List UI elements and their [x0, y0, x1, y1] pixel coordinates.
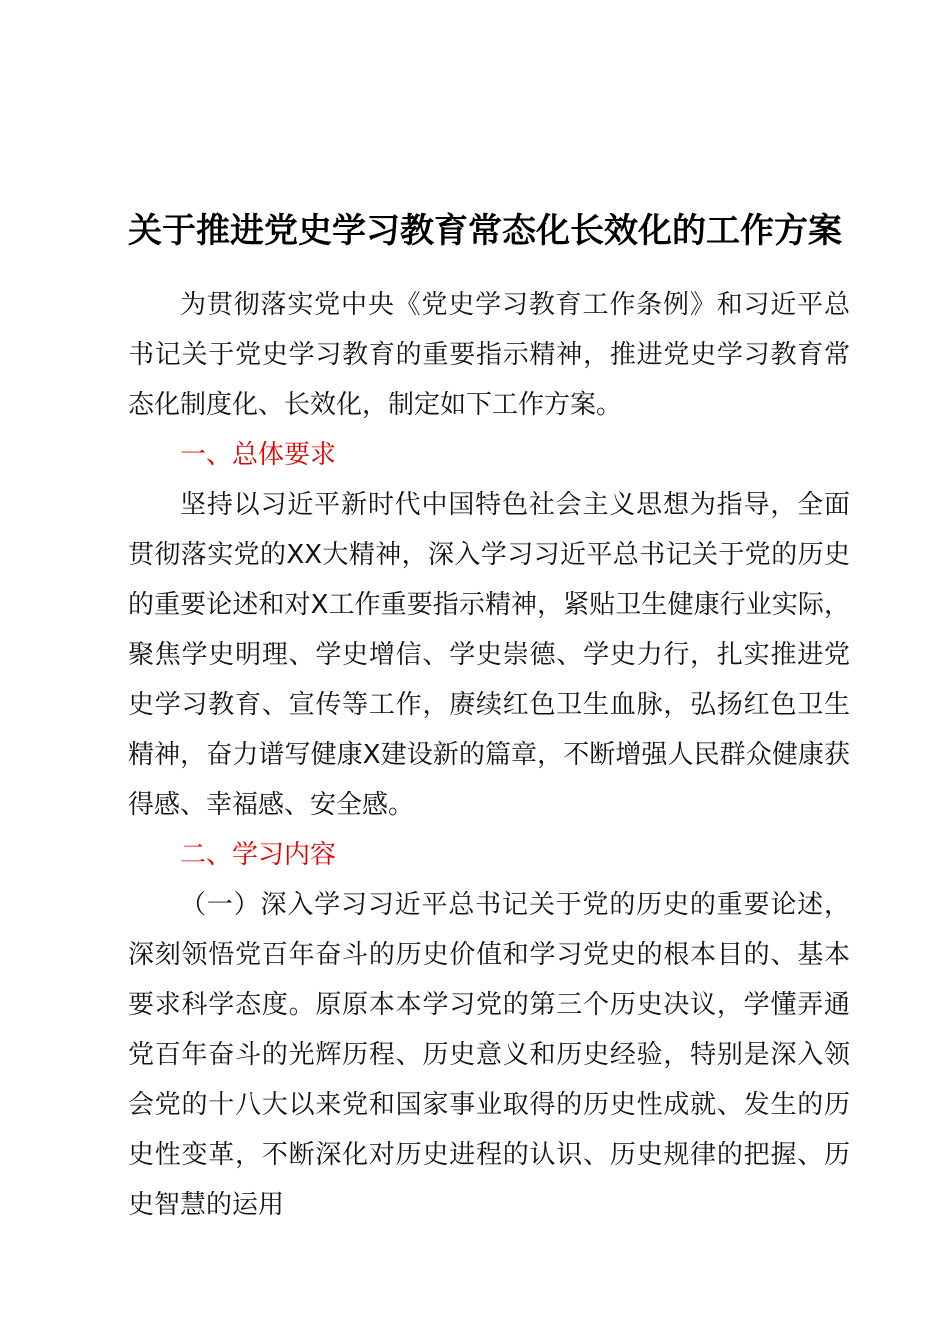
document-body — [128, 280, 850, 1230]
section-heading-study-content: 二、学习内容 — [180, 840, 337, 870]
section-heading-general-requirements: 一、总体要求 — [180, 440, 337, 470]
study-content-paragraph: （一）深入学习习近平总书记关于党的历史的重要论述，深刻领悟党百年奋斗的历史价值和学习党史的根本目的、基本要求科学态度。原原本本学习党的第三个历史决议，学懂弄通党百年奋斗的光辉历程、历史意义和历史经验，特别是深入领会党的十八大以来党和国家事业取得的历史性成就、发生的历史性变革，不断深化对历史进程的认识、历史规律的把握、历史智慧的运用 — [128, 890, 850, 1220]
intro-paragraph: 为贯彻落实党中央《党史学习教育工作条例》和习近平总书记关于党史学习教育的重要指示精神，推进党史学习教育常态化制度化、长效化，制定如下工作方案。 — [128, 290, 850, 420]
general-requirements-paragraph: 坚持以习近平新时代中国特色社会主义思想为指导，全面贯彻落实党的XX大精神，深入学习习近平总书记关于党的历史的重要论述和对X工作重要指示精神，紧贴卫生健康行业实际，聚焦学史明理、学史增信、学史崇德、学史力行，扎实推进党史学习教育、宣传等工作，赓续红色卫生血脉，弘扬红色卫生精神，奋力谱写健康X建设新的篇章，不断增强人民群众健康获得感、幸福感、安全感。 — [128, 490, 850, 820]
document-title: 关于推进党史学习教育常态化长效化的工作方案 — [128, 211, 842, 251]
